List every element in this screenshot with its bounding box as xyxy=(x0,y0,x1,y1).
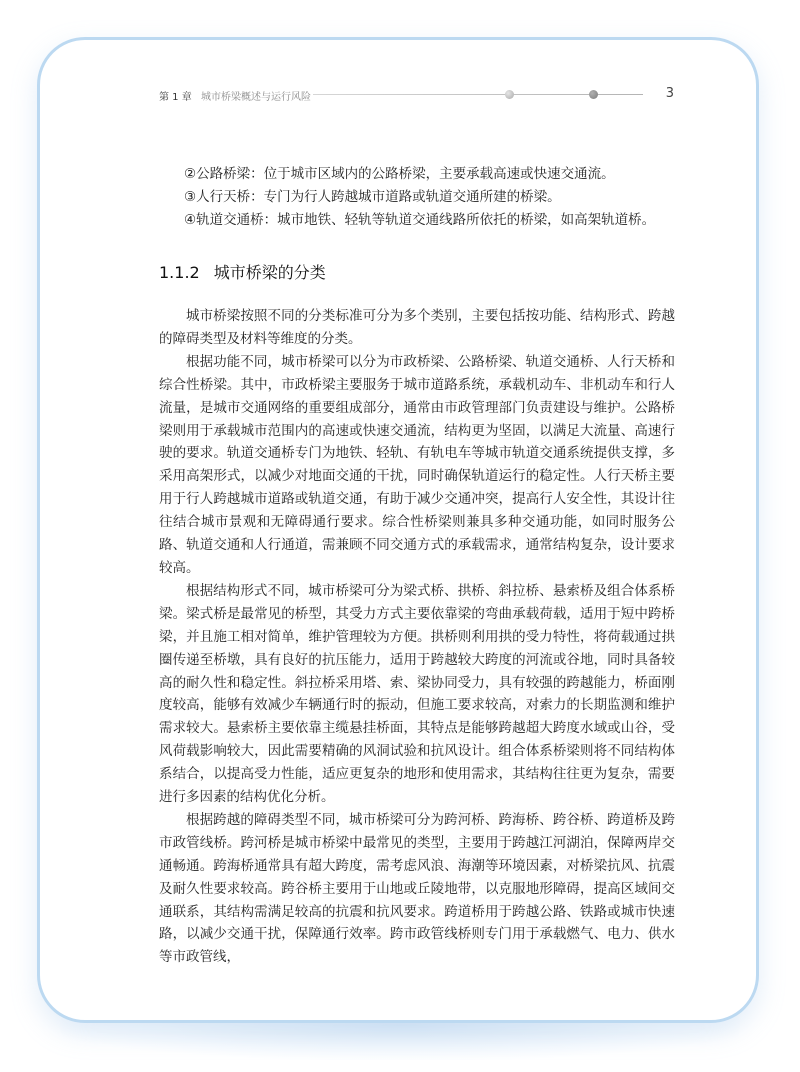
section-heading xyxy=(159,260,326,283)
paragraph: 根据跨越的障碍类型不同，城市桥梁可分为跨河桥、跨海桥、跨谷桥、跨道桥及跨市政管线桥。跨河桥是城市桥梁中最常见的类型，主要用于跨越江河湖泊，保障两岸交通畅通。跨海桥通常具有超大跨度，需考虑风浪、海潮等环境因素，对桥梁抗风、抗震及耐久性要求较高。跨谷桥主要用于山地或丘陵地带，以克服地形障碍，提高区域间交通联系，其结构需满足较高的抗震和抗风要求。跨道桥用于跨越公路、铁路或城市快速路，以减少交通干扰，保障通行效率。跨市政管线桥则专门用于承载燃气、电力、供水等市政管线， xyxy=(159,811,675,966)
chapter-title: 城市桥梁概述与运行风险 xyxy=(201,92,311,103)
header-dot-dark xyxy=(589,90,598,99)
paragraph: 根据功能不同，城市桥梁可以分为市政桥梁、公路桥梁、轨道交通桥、人行天桥和综合性桥梁。其中，市政桥梁主要服务于城市道路系统，承载机动车、非机动车和行人流量，是城市交通网络的重要组成部分，通常由市政管理部门负责建设与维护。公路桥梁则用于承载城市范围内的高速或快速交通流，结构更为坚固，以满足大流量、高速行驶的要求。轨道交通桥专门为地铁、轻轨、有轨电车等城市轨道交通系统提供支撑，多采用高架形式，以减少对地面交通的干扰，同时确保轨道运行的稳定性。人行天桥主要用于行人跨越城市道路或轨道交通，有助于减少交通冲突，提高行人安全性，其设计往往结合城市景观和无障碍通行要求。综合性桥梁则兼具多种交通功能，如同时服务公路、轨道交通和人行通道，需兼顾不同交通方式的承载需求，通常结构复杂，设计要求较高。 xyxy=(159,353,675,576)
list-item: ③人行天桥：专门为行人跨越城市道路或轨道交通所建的桥梁。 xyxy=(184,188,561,205)
chapter-number: 第 1 章 xyxy=(159,92,192,103)
list-item: ④轨道交通桥：城市地铁、轻轨等轨道交通线路所依托的桥梁，如高架轨道桥。 xyxy=(184,211,656,228)
list-item: ②公路桥梁：位于城市区域内的公路桥梁，主要承载高速或快速交通流。 xyxy=(184,166,615,182)
paragraph: 根据结构形式不同，城市桥梁可分为梁式桥、拱桥、斜拉桥、悬索桥及组合体系桥梁。梁式桥是最常见的桥型，其受力方式主要依靠梁的弯曲承载荷载，适用于短中跨桥梁，并且施工相对简单，维护管理较为方便。拱桥则利用拱的受力特性，将荷载通过拱圈传递至桥墩，具有良好的抗压能力，适用于跨越较大跨度的河流或谷地，同时具备较高的耐久性和稳定性。斜拉桥采用塔、索、梁协同受力，具有较强的跨越能力，桥面刚度较高，能够有效减少车辆通行时的振动，但施工要求较高，对索力的长期监测和维护需求较大。悬索桥主要依靠主缆悬挂桥面，其特点是能够跨越超大跨度水域或山谷，受风荷载影响较大，因此需要精确的风洞试验和抗风设计。组合体系桥梁则将不同结构体系结合，以提高受力性能，适应更复杂的地形和使用需求，其结构往往更为复杂，需要进行多因素的结构优化分析。 xyxy=(159,582,675,806)
page-number: 3 xyxy=(665,86,674,101)
bridge-type-list xyxy=(159,163,675,232)
body-text xyxy=(159,305,675,969)
section-number: 1.1.2 xyxy=(159,263,200,282)
section-title-text: 城市桥梁的分类 xyxy=(213,263,326,282)
header-dot-light xyxy=(505,90,514,99)
running-header xyxy=(159,86,674,102)
paragraph: 城市桥梁按照不同的分类标准可分为多个类别，主要包括按功能、结构形式、跨越的障碍类型及材料等维度的分类。 xyxy=(159,308,675,347)
